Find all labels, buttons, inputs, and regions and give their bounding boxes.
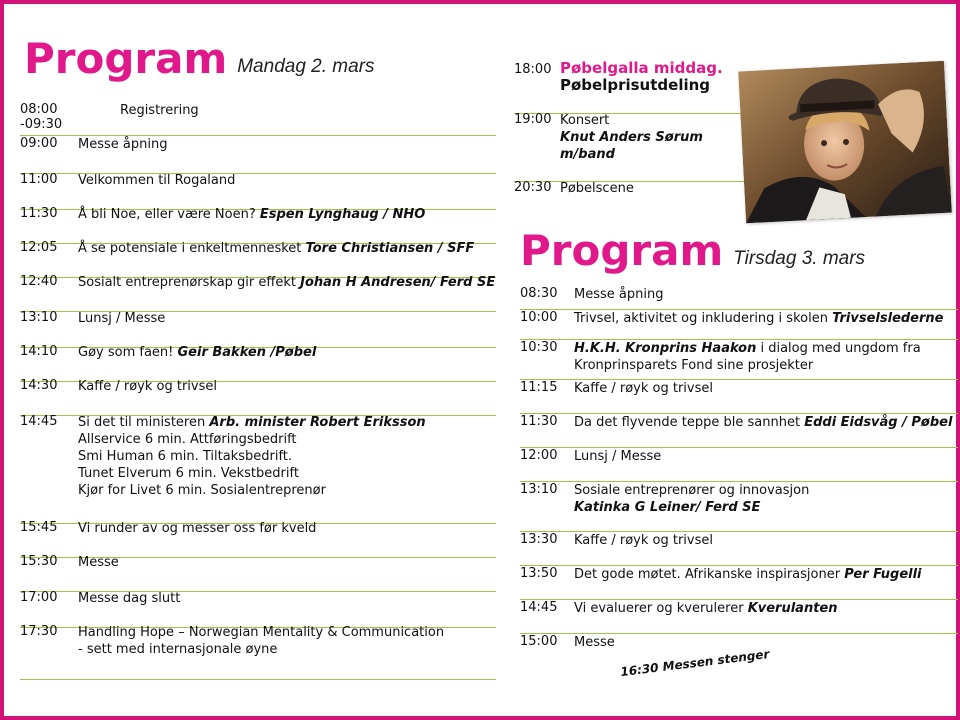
item-text: Lunsj / Messe bbox=[574, 449, 662, 464]
text-line bbox=[574, 482, 809, 499]
time-label: 13:50 bbox=[520, 566, 558, 581]
text-line bbox=[78, 378, 217, 395]
schedule-row bbox=[20, 274, 496, 312]
item-description bbox=[78, 206, 425, 223]
text-line bbox=[574, 634, 615, 651]
schedule-row bbox=[520, 414, 958, 448]
item-text: Vi evaluerer og kverulerer bbox=[574, 601, 748, 616]
gala-title: Pøbelgalla middag. bbox=[560, 59, 723, 77]
text-line bbox=[78, 136, 167, 153]
schedule-row bbox=[520, 340, 958, 380]
item-text: Messe bbox=[574, 635, 615, 650]
speaker-name: m/band bbox=[560, 147, 615, 162]
monday-date: Mandag 2. mars bbox=[237, 56, 375, 77]
item-text: Å se potensiale i enkeltmennesket bbox=[78, 241, 306, 256]
text-line bbox=[574, 414, 952, 431]
schedule-row bbox=[20, 344, 496, 382]
item-description bbox=[78, 378, 217, 395]
text-line bbox=[574, 310, 944, 327]
speaker-name: Knut Anders Sørum bbox=[560, 130, 703, 145]
time-label: 12:05 bbox=[20, 240, 58, 255]
item-text: Trivsel, aktivitet og inkludering i skolen bbox=[574, 311, 833, 326]
schedule-row bbox=[514, 112, 746, 182]
time-label: 15:45 bbox=[20, 520, 58, 535]
speaker-name: Johan H Andresen/ Ferd SE bbox=[300, 275, 496, 290]
time-label: 19:00 bbox=[514, 112, 552, 127]
time-label: 15:00 bbox=[520, 634, 558, 649]
text-line bbox=[78, 431, 426, 448]
speaker-name: Trivselslederne bbox=[832, 311, 944, 326]
item-description bbox=[78, 520, 316, 537]
schedule-row bbox=[520, 600, 958, 634]
time-label: 09:00 bbox=[20, 136, 58, 151]
text-line bbox=[78, 310, 165, 327]
item-text: Kronprinsparets Fond sine prosjekter bbox=[574, 358, 814, 373]
schedule-row bbox=[20, 102, 496, 136]
item-text: Det gode møtet. Afrikanske inspirasjoner bbox=[574, 567, 845, 582]
text-line bbox=[78, 590, 180, 607]
text-line bbox=[78, 240, 474, 257]
text-line bbox=[574, 532, 713, 549]
text-line bbox=[560, 112, 703, 129]
schedule-row bbox=[520, 482, 958, 532]
item-description bbox=[574, 448, 661, 465]
time-label: 14:45 bbox=[20, 414, 58, 429]
text-line bbox=[78, 206, 425, 223]
item-description bbox=[574, 286, 663, 303]
item-text: Pøbelscene bbox=[560, 181, 634, 196]
monday-header bbox=[24, 34, 375, 83]
item-text: - sett med internasjonale øyne bbox=[78, 642, 278, 657]
schedule-row bbox=[20, 378, 496, 416]
text-line bbox=[574, 566, 922, 583]
item-description bbox=[574, 532, 713, 549]
schedule-row bbox=[520, 448, 958, 482]
schedule-row bbox=[20, 590, 496, 628]
time-label: 11:00 bbox=[20, 172, 58, 187]
time-label: 12:40 bbox=[20, 274, 58, 289]
item-text: Vi runder av og messer oss før kveld bbox=[78, 521, 317, 536]
text-line bbox=[560, 146, 703, 163]
time-label: 14:10 bbox=[20, 344, 58, 359]
text-line bbox=[574, 600, 838, 617]
item-description bbox=[574, 600, 838, 617]
item-description bbox=[78, 240, 474, 257]
time-label: 12:00 bbox=[520, 448, 558, 463]
item-description bbox=[78, 136, 167, 153]
text-line bbox=[574, 357, 921, 374]
time-label: 11:30 bbox=[20, 206, 58, 221]
item-text: Velkommen til Rogaland bbox=[78, 173, 236, 188]
speaker-name: Katinka G Leiner/ Ferd SE bbox=[574, 500, 761, 515]
item-description bbox=[560, 112, 703, 163]
schedule-row bbox=[20, 414, 496, 524]
text-line bbox=[78, 448, 426, 465]
time-label: 17:30 bbox=[20, 624, 58, 639]
item-text: Lunsj / Messe bbox=[78, 311, 166, 326]
schedule-row bbox=[20, 624, 496, 680]
text-line bbox=[78, 482, 426, 499]
schedule-row bbox=[520, 532, 958, 566]
item-description bbox=[574, 566, 922, 583]
speaker-name: H.K.H. Kronprins Haakon bbox=[574, 341, 757, 356]
time-label: 13:30 bbox=[520, 532, 558, 547]
text-line bbox=[78, 520, 316, 537]
item-description bbox=[120, 102, 199, 119]
schedule-row bbox=[520, 566, 958, 600]
item-text: Kaffe / røyk og trivsel bbox=[574, 381, 713, 396]
item-text: Konsert bbox=[560, 113, 610, 128]
time-label: 08:00 -09:30 bbox=[20, 102, 63, 132]
monday-program-title: Program bbox=[24, 34, 228, 83]
time-label: 10:00 bbox=[520, 310, 558, 325]
schedule-row bbox=[20, 520, 496, 558]
item-text: Messe åpning bbox=[78, 137, 168, 152]
schedule-row bbox=[20, 206, 496, 244]
item-text: Smi Human 6 min. Tiltaksbedrift. bbox=[78, 449, 293, 464]
time-label: 08:30 bbox=[520, 286, 558, 301]
text-line bbox=[560, 180, 634, 197]
item-text: Allservice 6 min. Attføringsbedrift bbox=[78, 432, 297, 447]
item-description bbox=[574, 340, 921, 374]
schedule-row bbox=[520, 286, 958, 310]
time-label: 17:00 bbox=[20, 590, 58, 605]
item-text: Messe åpning bbox=[574, 287, 664, 302]
item-description bbox=[78, 590, 180, 607]
gala-subtitle: Pøbelprisutdeling bbox=[560, 76, 711, 94]
item-description bbox=[78, 310, 165, 327]
item-text: i dialog med ungdom fra bbox=[756, 341, 921, 356]
speaker-name: Geir Bakken /Pøbel bbox=[177, 345, 317, 360]
text-line bbox=[78, 172, 235, 189]
item-text: Å bli Noe, eller være Noen? bbox=[78, 207, 260, 222]
schedule-row bbox=[20, 240, 496, 278]
text-line bbox=[574, 286, 663, 303]
speaker-name: Espen Lynghaug / NHO bbox=[259, 207, 426, 222]
text-line bbox=[574, 499, 809, 516]
speaker-name: Kverulanten bbox=[747, 601, 838, 616]
item-description bbox=[78, 274, 495, 291]
time-label: 15:30 bbox=[20, 554, 58, 569]
schedule-row bbox=[20, 172, 496, 210]
text-line bbox=[78, 465, 426, 482]
time-label: 14:45 bbox=[520, 600, 558, 615]
man-in-hat-photo bbox=[738, 61, 952, 224]
text-line bbox=[574, 380, 713, 397]
item-description bbox=[574, 380, 713, 397]
item-text: Si det til ministeren bbox=[78, 415, 210, 430]
item-text: Handling Hope – Norwegian Mentality & Communication bbox=[78, 625, 445, 640]
item-text: Kjør for Livet 6 min. Sosialentreprenør bbox=[78, 483, 326, 498]
time-label: 13:10 bbox=[520, 482, 558, 497]
schedule-row bbox=[20, 136, 496, 174]
item-text: Registrering bbox=[120, 103, 199, 118]
item-description bbox=[78, 414, 426, 499]
tuesday-program-title: Program bbox=[520, 226, 724, 275]
time-label: 14:30 bbox=[20, 378, 58, 393]
schedule-row bbox=[514, 60, 746, 114]
schedule-row bbox=[20, 554, 496, 592]
item-text: Tunet Elverum 6 min. Vekstbedrift bbox=[78, 466, 299, 481]
text-line bbox=[574, 448, 661, 465]
item-text: Messe bbox=[78, 555, 119, 570]
tuesday-header bbox=[520, 226, 866, 275]
text-line bbox=[560, 129, 703, 146]
text-line bbox=[78, 554, 119, 571]
item-text: Sosiale entreprenører og innovasjon bbox=[574, 483, 810, 498]
item-description bbox=[560, 60, 723, 94]
speaker-name: Per Fugelli bbox=[844, 567, 922, 582]
item-description bbox=[560, 180, 634, 197]
item-text: Gøy som faen! bbox=[78, 345, 178, 360]
schedule-row bbox=[520, 310, 958, 340]
text-line bbox=[574, 340, 921, 357]
time-label: 10:30 bbox=[520, 340, 558, 355]
item-description bbox=[78, 344, 316, 361]
item-description bbox=[574, 482, 809, 516]
text-line bbox=[78, 624, 444, 641]
item-text: Kaffe / røyk og trivsel bbox=[574, 533, 713, 548]
schedule-row bbox=[514, 180, 746, 208]
time-label: 11:30 bbox=[520, 414, 558, 429]
schedule-row bbox=[520, 634, 958, 680]
closing-note: 16:30 Messen stenger bbox=[619, 646, 771, 680]
tuesday-date: Tirsdag 3. mars bbox=[733, 248, 866, 269]
time-label: 18:00 bbox=[514, 62, 552, 77]
text-line bbox=[78, 344, 316, 361]
item-text: Sosialt entreprenørskap gir effekt bbox=[78, 275, 301, 290]
time-label: 13:10 bbox=[20, 310, 58, 325]
text-line bbox=[78, 641, 444, 658]
time-label: 20:30 bbox=[514, 180, 552, 195]
item-description bbox=[574, 634, 615, 651]
text-line bbox=[78, 414, 426, 431]
speaker-name: Tore Christiansen / SFF bbox=[305, 241, 475, 256]
schedule-row bbox=[20, 310, 496, 348]
speaker-name: Eddi Eidsvåg / Pøbel bbox=[804, 415, 953, 430]
item-description bbox=[78, 172, 235, 189]
schedule-row bbox=[520, 380, 958, 414]
item-text: Messe dag slutt bbox=[78, 591, 181, 606]
item-description bbox=[78, 554, 119, 571]
item-description bbox=[574, 414, 952, 431]
text-line bbox=[78, 274, 495, 291]
item-description bbox=[78, 624, 444, 658]
item-text: Kaffe / røyk og trivsel bbox=[78, 379, 217, 394]
item-description bbox=[574, 310, 944, 327]
speaker-name: Arb. minister Robert Eriksson bbox=[209, 415, 426, 430]
text-line bbox=[120, 102, 199, 119]
time-label: 11:15 bbox=[520, 380, 558, 395]
item-text: Da det flyvende teppe ble sannhet bbox=[574, 415, 805, 430]
